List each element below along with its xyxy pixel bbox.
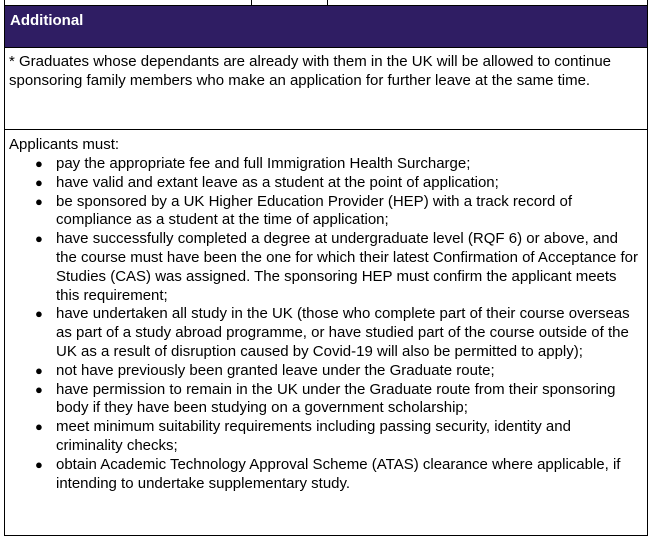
list-item — [5, 230, 645, 305]
bullet-icon: ● — [35, 156, 43, 171]
bullet-icon: ● — [35, 174, 43, 190]
list-item — [5, 381, 645, 419]
bullet-icon: ● — [35, 306, 43, 322]
list-item-text: not have previously been granted leave under the Graduate route; — [56, 361, 495, 379]
bullet-icon: ● — [35, 456, 43, 472]
bullet-icon: ● — [35, 381, 43, 397]
list-item — [5, 362, 645, 381]
list-item — [5, 456, 645, 494]
list-item-text: obtain Academic Technology Approval Scheme (ATAS) clearance where applicable, if intending to undertake supplementary study. — [56, 455, 621, 492]
table-header-row — [4, 5, 648, 48]
list-item — [5, 174, 645, 193]
bullet-icon: ● — [35, 362, 43, 378]
note-row — [4, 48, 648, 130]
list-item-text: be sponsored by a UK Higher Education Provider (HEP) with a track record of compliance as a student at the time of application; — [56, 192, 573, 229]
document-page — [4, 0, 648, 536]
list-item-text: meet minimum suitability requirements including passing security, identity and criminality checks; — [56, 418, 571, 454]
list-item-text: have valid and extant leave as a student at the point of application; — [56, 173, 499, 191]
list-item — [5, 305, 645, 361]
section-title: Additional — [10, 12, 84, 29]
list-item-text: have successfully completed a degree at undergraduate level (RQF 6) or above, and the course must have been the one for which their latest Confirmation of Acceptance for Studies (CAS) was assigned. The sponsoring HEP must confirm the applicant meets this requirement; — [56, 230, 638, 304]
list-item-text: pay the appropriate fee and full Immigration Health Surcharge; — [56, 155, 471, 172]
list-item — [5, 155, 645, 174]
list-item-text: have permission to remain in the UK under the Graduate route from their sponsoring body if they have been studying on a government scholarship; — [56, 380, 616, 417]
requirements-row — [4, 130, 648, 536]
list-item-text: have undertaken all study in the UK (those who complete part of their course overseas as part of a study abroad programme, or have studied part of the course outside of the UK as a result of disruption caused by Covid-19 will also be permitted to apply); — [56, 305, 630, 360]
bullet-icon: ● — [35, 419, 43, 435]
requirements-list — [5, 155, 645, 493]
list-item — [5, 193, 645, 231]
list-item — [5, 418, 645, 456]
dependants-note: * Graduates whose dependants are already with them in the UK will be allowed to continue sponsoring family members who make an application for further leave at the same time. — [9, 53, 612, 89]
bullet-icon: ● — [35, 193, 43, 209]
bullet-icon: ● — [35, 231, 43, 247]
requirements-intro: Applicants must: — [9, 136, 120, 153]
